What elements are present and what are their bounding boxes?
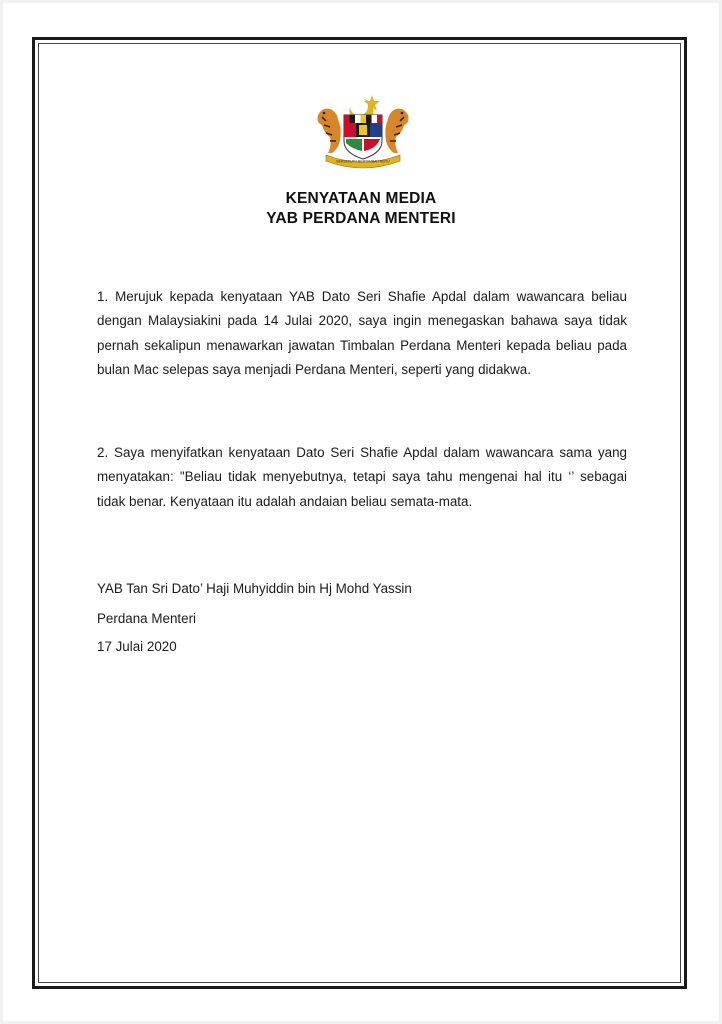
signatory-name: YAB Tan Sri Dato’ Haji Muhyiddin bin Hj Mohd Yassin (97, 581, 412, 596)
paragraph-2: 2. Saya menyifatkan kenyataan Dato Seri Shafie Apdal dalam wawancara sama yang menyatakan: "Beliau tidak menyebutnya, tetapi saya tahu mengenai hal itu ‘’ sebagai tidak benar. Kenyataan itu adalah andaian beliau semata-mata. (97, 445, 627, 509)
left-tiger-icon (318, 109, 341, 153)
right-tiger-icon (385, 109, 408, 153)
page-title: KENYATAAN MEDIA (285, 190, 437, 207)
shield-icon (344, 115, 382, 159)
malaysia-coat-of-arms-icon (312, 93, 414, 169)
statement-date: 17 Julai 2020 (97, 639, 177, 654)
signatory-position: Perdana Menteri (97, 611, 196, 626)
paragraph-1: 1. Merujuk kepada kenyataan YAB Dato Seri Shafie Apdal dalam wawancara beliau dengan Malaysiakini pada 14 Julai 2020, saya ingin menegaskan bahawa saya tidak pernah sekalipun menawarkan jawatan Timbalan Perdana Menteri kepada beliau pada bulan Mac selepas saya menjadi Perdana Menteri, seperti yang didakwa. (97, 289, 627, 377)
page-subtitle: YAB PERDANA MENTERI (266, 210, 456, 227)
svg-text:BERSEKUTU BERTAMBAH MUTU: BERSEKUTU BERTAMBAH MUTU (336, 159, 390, 164)
